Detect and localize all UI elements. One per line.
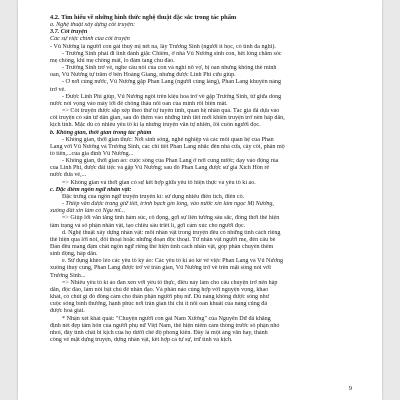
text-line: mẹ chồng, khi mẹ chồng mất, lo đám tang chu đáo. xyxy=(50,57,175,64)
text-line: d. Nghệ thuật xây dựng nhân vật: mỗi nhân vật trong truyện đều có những tính cách riêng xyxy=(62,229,281,236)
text-line: - Vũ Nương là người con gái thuỳ mị nết na, lấy Trương Sinh (người ít học, có tính đa nghi). xyxy=(50,43,276,50)
text-line: công về mặt dựng truyện, dựng nhân vật, kết hợp cả tự sự, trữ tình và kịch. xyxy=(50,337,233,344)
section-heading: 4.2. Tìm hiểu về những hình thức nghệ thuật đặc sắc trong tác phẩm xyxy=(50,14,237,21)
text-line: => Giúp lời văn tăng tính hàm súc, cô đọng, gợi sự liên tưởng sâu sắc, đồng thời thể hiện xyxy=(62,215,280,222)
text-line: Đản đều mang đậm chất ngôn ngữ riêng thể hiện tính cách nhân vật, góp phần chuyển thêm xyxy=(50,244,274,250)
text-line: Lang với Vũ Nương và Trương Sinh, các chi tiết Phan Lang nhắc đến nhà cửa, cây cối, phần mộ xyxy=(50,143,285,150)
text-line: thể hiện qua lời nói, đối thoại hoặc những đoạn độc thoại. Từ nhân vật người mẹ, đến câu bé xyxy=(50,236,276,243)
text-line: => Không gian và thời gian có sự kết hợp giữa yếu tố hiện thực và yếu tố kì ảo. xyxy=(62,179,256,186)
document-page xyxy=(18,0,382,400)
text-line: Đặc trưng của ngôn ngữ truyện truyền kì: sử dụng nhiều điển tích, điển cố. xyxy=(62,193,245,200)
text-line: cuộc sống bình thường, hạnh phúc nơi trần gian thì chí ít nỗi oan khuất của nàng cũng đã xyxy=(50,301,268,308)
text-line: e. Sử dụng khéo léo các yếu tố kỳ ảo: Các yếu tố kì ảo kể về việc Phan Lang và Vũ Nương xyxy=(62,258,284,265)
text-line: - Không gian, thời gian ảo: cuộc sống của Phan Lang ở nơi cung nước; dạy vào động rùa xyxy=(62,158,279,165)
text-line: kịch tính. Mặc dù có nhiều yếu tố kì lạ nhưng truyện vẫn tự nhiên, lôi cuốn người đọc. xyxy=(50,122,261,129)
document-body xyxy=(50,22,358,344)
text-line: khát, có chút gì đó đồng cảm cho thân phận người phụ nữ. Dù nàng không được sống như xyxy=(50,294,270,301)
text-line: 3.7. Cốt truyện xyxy=(50,29,88,36)
text-line: xuống đất xin làm cỏ Ngu mĩ... xyxy=(50,208,125,215)
text-line: xuống thuỷ cung, Phan Lang được trở về trần gian, Vũ Nương trở về trên mặt sông nói với xyxy=(50,265,271,272)
text-line: - Trương Sinh trở về, nghe câu nói của con và nghi nỗ vợ, bị oan nhưng không thể minh xyxy=(62,65,277,72)
text-line: c. Đặc điểm ngôn ngữ nhân vật: xyxy=(50,186,132,193)
text-line: Trương Sinh... xyxy=(50,272,86,279)
text-line: nước nói vọng vào mấy lời để chồng thấu nỗi oan của mình rồi biến mất. xyxy=(50,100,228,107)
text-line: - Không gian, thời gian thực: Nơi sinh sống, nghề nghiệp và các mối quan hệ của Phan xyxy=(62,136,274,143)
text-line: nước đưa về,... xyxy=(50,172,87,179)
text-line: => Nhiều yếu tố kì ảo đan xen với yếu tố thực, điều này làm cho câu chuyện trở nên hấp xyxy=(62,279,278,286)
page-number: 9 xyxy=(348,384,352,392)
text-line: a. Nghệ thuật xây dựng cốt truyện: xyxy=(50,22,136,29)
text-line: Các sự việc chính của cốt truyện xyxy=(50,36,130,43)
text-line: của Linh Phi, được đãi tiệc và gặp Vũ Nương; sau đó Phan Lang được sứ giả Xích Hồn rẽ xyxy=(50,165,270,172)
text-line: - Ở nơi cùng nước, Vũ Nương gặp Phan Lang (người cùng làng), Phan Lang khuyên nàng xyxy=(62,79,281,86)
text-line: * Nhận xét khái quát: "Chuyện người con gái Nam Xương" của Nguyễn Dữ đã khẳng xyxy=(62,315,271,322)
text-line: - Thiếp vẫn được trang giữ tiết, trinh bạch gìn lòng, vào nước xin làm ngọc Mị Nương, xyxy=(62,201,274,208)
text-line: trở về. xyxy=(50,86,66,93)
text-line: định nét đẹp tâm hồn của người phụ nữ Việt Nam, thể hiện niềm cảm thông trước số phận nhỏ xyxy=(50,322,280,329)
text-line: b. Không gian, thời gian trong tác phẩm xyxy=(50,129,152,136)
text-line: sinh động, hấp dẫn. xyxy=(50,251,98,258)
text-line: tổ tiên,...của gia đình Vũ Nương... xyxy=(50,150,134,157)
text-line: nhoi, đầy tính chất bi kịch của họ dưới chế độ phong kiến. Đây là một áng văn hay, thành xyxy=(50,329,268,336)
text-line: => Cốt truyện được sắp xếp theo thứ tự tuyến tính, quan hệ nhân quả. Tác giả đã dựa vào xyxy=(62,108,280,115)
text-line: cốt truyện có sẵn từ dân gian, sau đó thêm vào những tình tiết mới khiến truyện trở nên hấp dẫn, xyxy=(50,115,285,122)
text-line: - Trương Sinh phải đi lính đánh giặc Chiêm, ở nhà Vũ Nương sinh con, hết lòng chăm sóc xyxy=(62,50,282,57)
text-line: tâm trạng và số phận nhân vật, tạo chiều sâu triết lí, gợi cảm xúc cho người đọc. xyxy=(50,222,246,229)
text-line: - Được Linh Phi giúp, Vũ Nương ngồi trên kiệu hoa trở về gặp Trương Sinh, từ giữa dòng xyxy=(62,93,282,100)
text-line: được hoá giải. xyxy=(50,308,85,315)
text-line: oan, Vũ Nương tự trẫm ở bến Hoàng Giang, nhưng được Linh Phi cứu giúp. xyxy=(50,72,236,79)
text-line: dẫn, độc đáo, làm nổi bật chủ đề nhân đạo. Và phần nào củng hợp với nguyện vọng, khao xyxy=(50,286,269,293)
